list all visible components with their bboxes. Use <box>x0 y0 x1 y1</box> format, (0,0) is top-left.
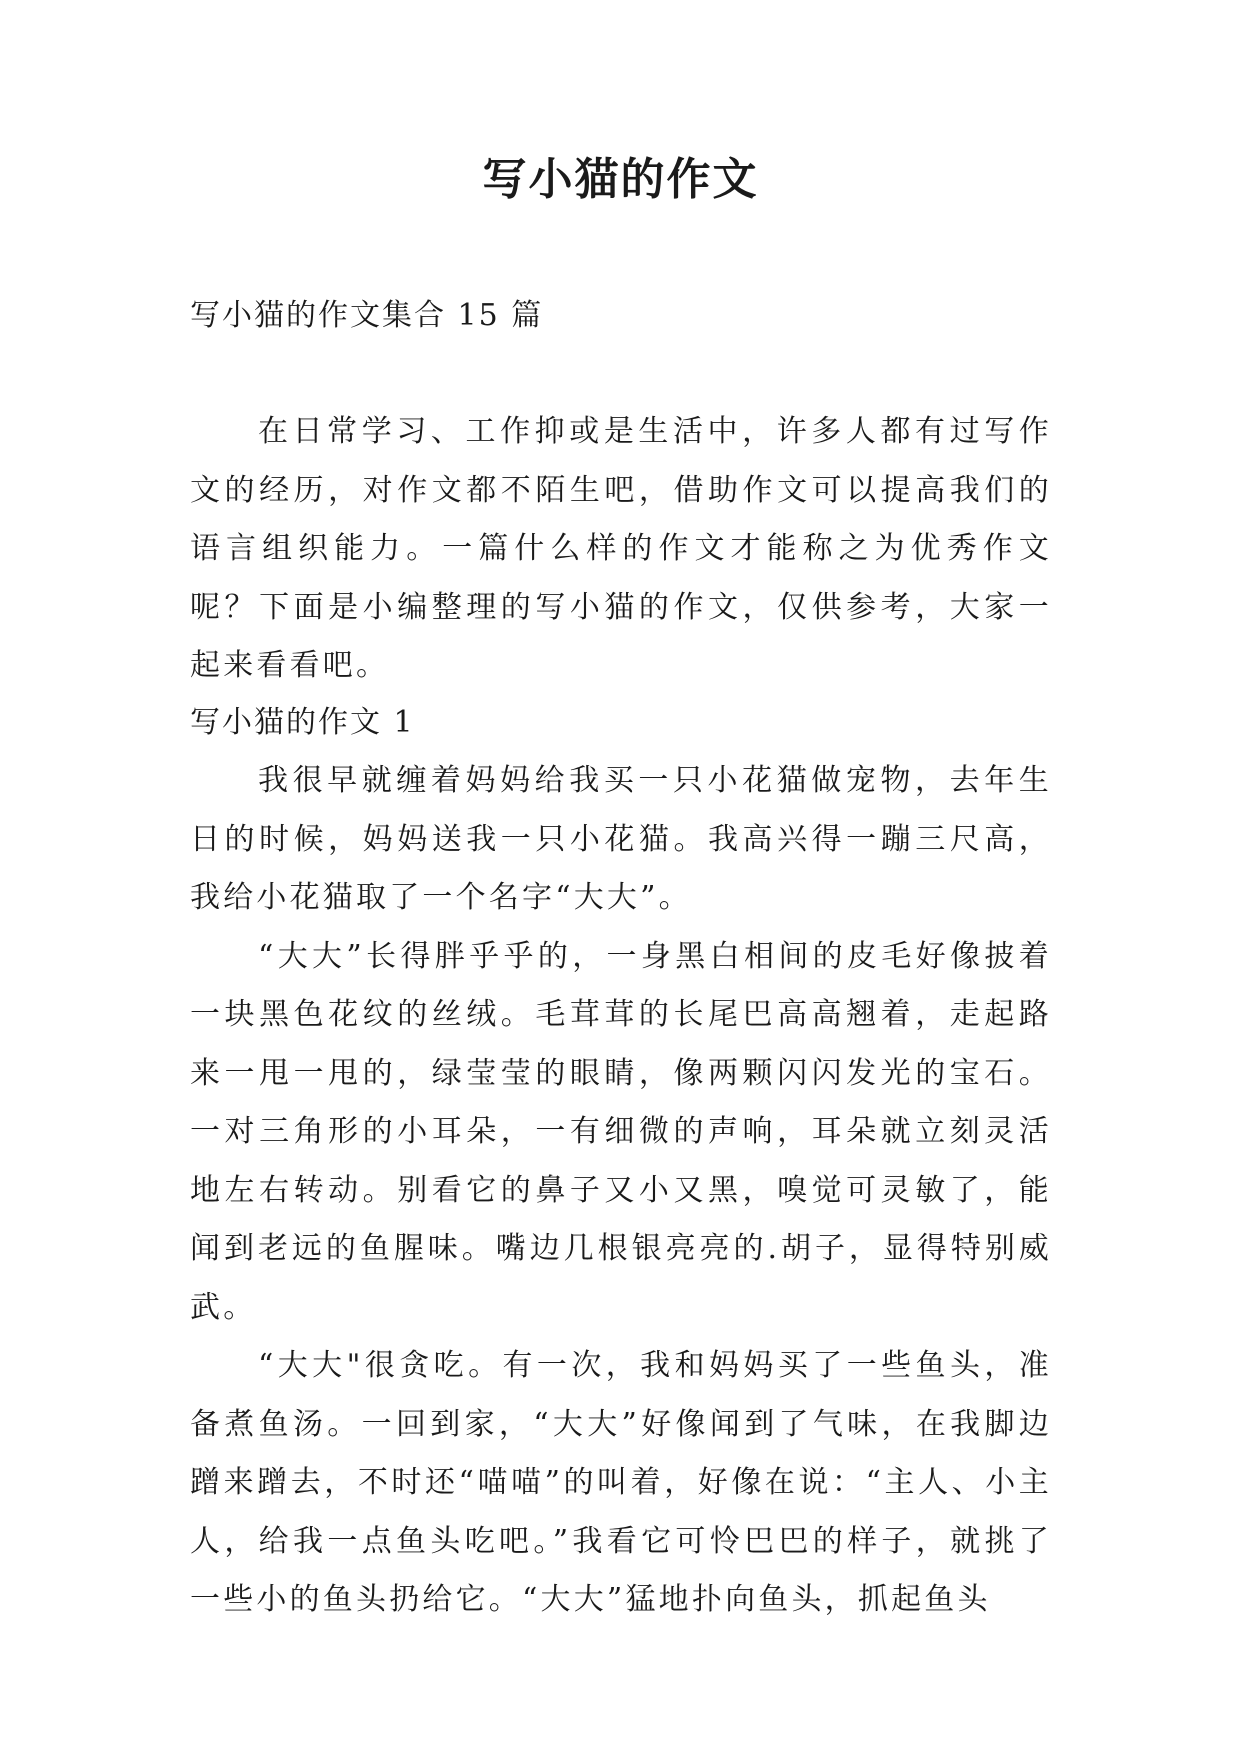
body-paragraph: “大大”长得胖乎乎的，一身黑白相间的皮毛好像披着一块黑色花纹的丝绒。毛茸茸的长尾巴高高翘着，走起路来一甩一甩的，绿莹莹的眼睛，像两颗闪闪发光的宝石。一对三角形的小耳朵，一有细微的声响，耳朵就立刻灵活地左右转动。别看它的鼻子又小又黑，嗅觉可灵敏了，能闻到老远的鱼腥味。嘴边几根银亮亮的.胡子，显得特别威武。 <box>190 938 1052 1325</box>
intro-paragraph: 在日常学习、工作抑或是生活中，许多人都有过写作文的经历，对作文都不陌生吧，借助作文可以提高我们的语言组织能力。一篇什么样的作文才能称之为优秀作文呢？下面是小编整理的写小猫的作文，仅供参考，大家一起来看看吧。 <box>190 414 1052 683</box>
section-heading: 写小猫的作文 1 <box>190 705 415 740</box>
body-paragraph: “大大"很贪吃。有一次，我和妈妈买了一些鱼头，准备煮鱼汤。一回到家，“大大”好像闻到了气味，在我脚边蹭来蹭去，不时还“喵喵”的叫着，好像在说：“主人、小主人，给我一点鱼头吃吧。”我看它可怜巴巴的样子，就挑了一些小的鱼头扔给它。“大大”猛地扑向鱼头，抓起鱼头 <box>190 1348 1052 1617</box>
body-paragraph: 我很早就缠着妈妈给我买一只小花猫做宠物，去年生日的时候，妈妈送我一只小花猫。我高兴得一蹦三尺高，我给小花猫取了一个名字“大大”。 <box>190 763 1052 915</box>
document-subtitle: 写小猫的作文集合 15 篇 <box>190 298 544 333</box>
document-title: 写小猫的作文 <box>482 154 759 205</box>
section-body <box>190 752 1052 1630</box>
